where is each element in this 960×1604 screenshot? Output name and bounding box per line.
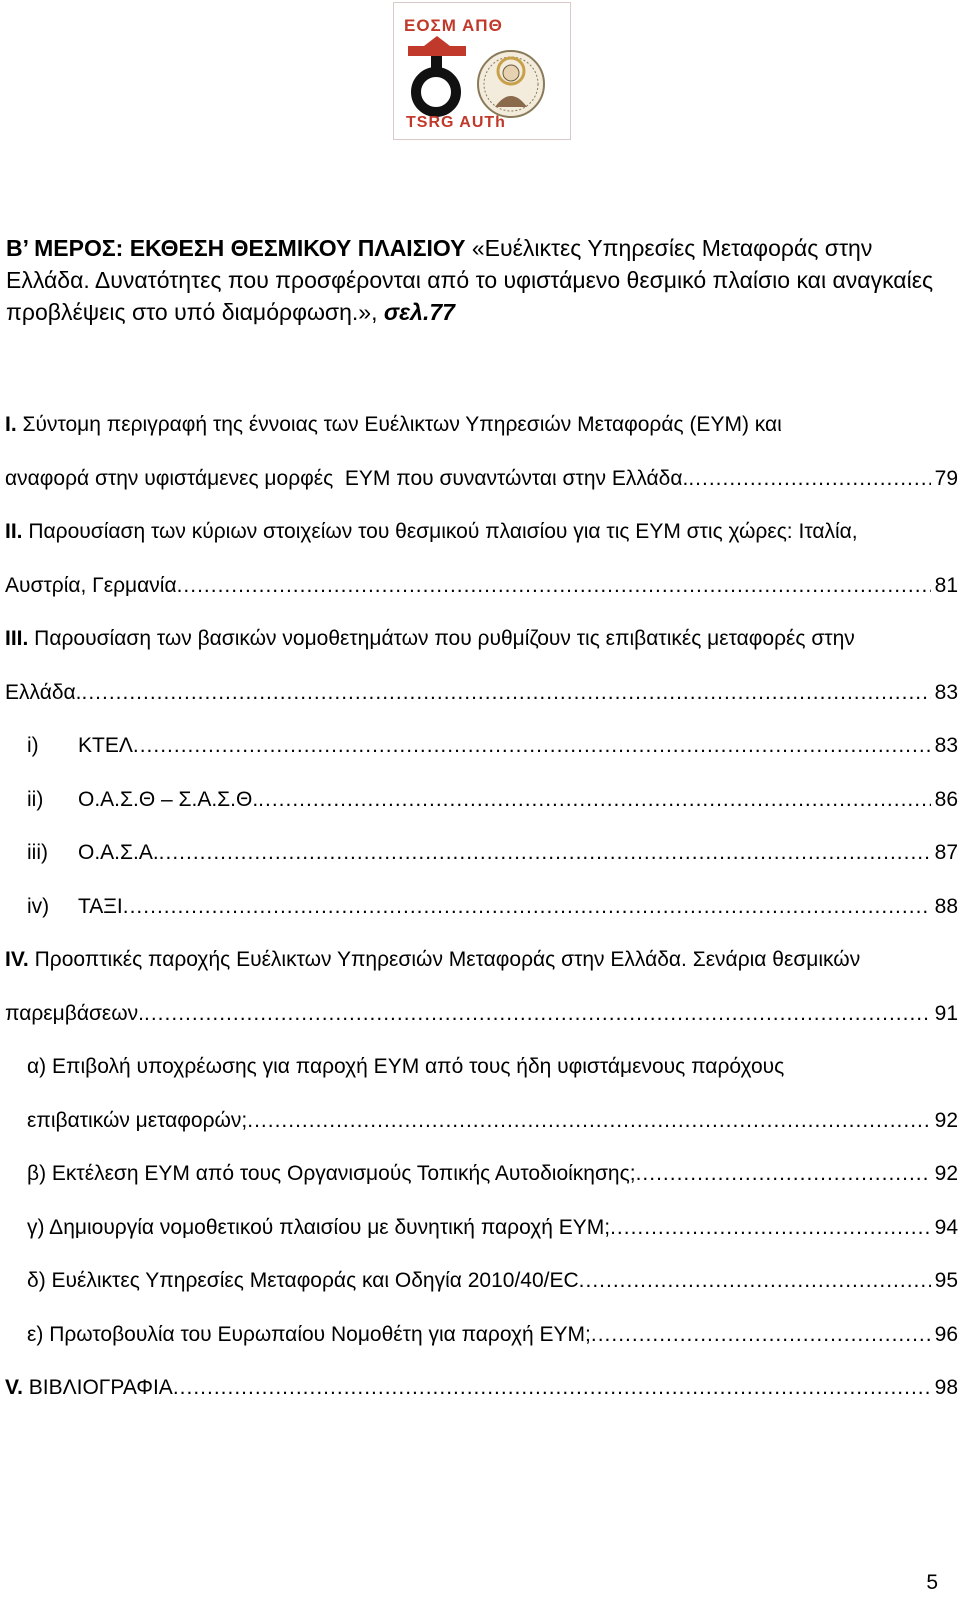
toc-entry-4-line2[interactable]: [5, 987, 958, 1041]
dot-leader: [591, 1308, 931, 1362]
dot-leader: [159, 826, 931, 880]
document-heading: [6, 232, 956, 328]
toc-entry-1-line1: [5, 398, 958, 452]
toc-entry-text: Παρουσίαση των κύριων στοιχείων του θεσμικού πλαισίου για τις ΕΥΜ στις χώρες: Ιταλία,: [22, 520, 858, 543]
toc-entry-2-line1: [5, 505, 958, 559]
toc-subentry-b[interactable]: [5, 1147, 958, 1201]
table-of-contents: [5, 398, 958, 1415]
toc-entry-text: β) Εκτέλεση ΕΥΜ από τους Οργανισμούς Τοπικής Αυτοδιοίκησης;: [27, 1162, 636, 1185]
toc-entry-text: επιβατικών μεταφορών;: [27, 1108, 248, 1132]
logo-graphic: [394, 3, 570, 139]
toc-page-number: 94: [934, 1215, 958, 1239]
toc-subentry-taxi[interactable]: [5, 880, 958, 934]
toc-page-number: 95: [934, 1269, 958, 1292]
toc-page-number: 88: [934, 894, 958, 918]
toc-entry-text: δ) Ευέλικτες Υπηρεσίες Μεταφοράς και Οδηγία 2010/40/ΕC: [27, 1269, 579, 1292]
toc-subentry-d[interactable]: [5, 1254, 958, 1308]
toc-entry-number: II.: [5, 520, 23, 543]
dot-leader: [144, 987, 931, 1041]
toc-page-number: 79: [934, 466, 958, 490]
dot-leader: [177, 559, 931, 613]
toc-subentry-number: i): [27, 734, 39, 757]
toc-subentry-ktel[interactable]: [5, 719, 958, 773]
toc-subentry-c[interactable]: [5, 1201, 958, 1255]
toc-entry-5[interactable]: [5, 1361, 958, 1415]
toc-entry-number: III.: [5, 627, 29, 650]
toc-page-number: 86: [934, 787, 958, 811]
toc-page-number: 81: [934, 573, 958, 597]
toc-entry-text: παρεμβάσεων.: [5, 1001, 145, 1025]
toc-page-number: 96: [934, 1322, 958, 1346]
toc-page-number: 83: [934, 734, 958, 757]
logo-top-text: ΕΟΣΜ ΑΠΘ: [404, 16, 503, 35]
toc-entry-3-line2[interactable]: [5, 666, 958, 720]
toc-entry-text: Ο.Α.Σ.Α.: [78, 841, 159, 864]
toc-entry-text: ε) Πρωτοβουλία του Ευρωπαίου Νομοθέτη για παροχή ΕΥΜ;: [27, 1322, 591, 1346]
dot-leader: [688, 452, 930, 506]
toc-page-number: 92: [934, 1162, 958, 1185]
heading-title: Β’ ΜΕΡΟΣ: ΕΚΘΕΣΗ ΘΕΣΜΙΚΟΥ ΠΛΑΙΣΙΟΥ: [6, 235, 466, 261]
dot-leader: [133, 719, 931, 773]
dot-leader: [258, 773, 930, 827]
dot-leader: [123, 880, 931, 934]
tsrg-symbol: [408, 36, 466, 112]
logo: [393, 2, 571, 140]
toc-page-number: 91: [934, 1001, 958, 1025]
toc-entry-number: IV.: [5, 948, 29, 971]
dot-leader: [247, 1094, 930, 1148]
toc-page-number: 92: [934, 1108, 958, 1132]
toc-entry-text: γ) Δημιουργία νομοθετικού πλαισίου με δυνητική παροχή ΕΥΜ;: [27, 1215, 611, 1239]
auth-seal-icon: [478, 51, 544, 117]
dot-leader: [636, 1147, 931, 1201]
dot-leader: [82, 666, 931, 720]
toc-entry-text: ΒΙΒΛΙΟΓΡΑΦΙΑ: [22, 1376, 173, 1399]
toc-entry-text: ΤΑΞΙ: [78, 894, 123, 918]
toc-entry-text: Παρουσίαση των βασικών νομοθετημάτων που ρυθμίζουν τις επιβατικές μεταφορές στην: [28, 627, 855, 650]
toc-entry-text: α) Επιβολή υποχρέωσης για παροχή ΕΥΜ από τους ήδη υφιστάμενους παρόχους: [27, 1055, 785, 1078]
toc-entry-number: I.: [5, 413, 17, 436]
dot-leader: [173, 1361, 931, 1415]
toc-page-number: 83: [934, 680, 958, 704]
toc-entry-text: αναφορά στην υφιστάμενες μορφές ΕΥΜ που συναντώνται στην Ελλάδα.: [5, 466, 689, 490]
toc-subentry-number: ii): [27, 787, 44, 811]
toc-entry-text: Ελλάδα.: [5, 680, 82, 704]
toc-entry-4-line1: [5, 933, 958, 987]
toc-entry-2-line2[interactable]: [5, 559, 958, 613]
toc-entry-text: ΚΤΕΛ: [78, 734, 133, 757]
toc-entry-text: Προοπτικές παροχής Ευέλικτων Υπηρεσιών Μεταφοράς στην Ελλάδα. Σενάρια θεσμικών: [28, 948, 861, 971]
toc-entry-text: Σύντομη περιγραφή της έννοιας των Ευέλικτων Υπηρεσιών Μεταφοράς (ΕΥΜ) και: [16, 413, 782, 436]
toc-subentry-a-line1: [5, 1040, 958, 1094]
toc-subentry-number: iii): [27, 841, 48, 864]
dot-leader: [579, 1254, 931, 1308]
toc-subentry-a-line2[interactable]: [5, 1094, 958, 1148]
toc-entry-number: V.: [5, 1376, 23, 1399]
heading-page-ref: σελ.77: [383, 299, 455, 325]
toc-subentry-number: iv): [27, 894, 50, 918]
page-number: 5: [926, 1571, 938, 1594]
toc-page-number: 87: [934, 841, 958, 864]
toc-entry-text: Ο.Α.Σ.Θ – Σ.Α.Σ.Θ.: [78, 787, 259, 811]
toc-entry-text: Αυστρία, Γερμανία: [5, 573, 177, 597]
toc-entry-3-line1: [5, 612, 958, 666]
toc-subentry-oasa[interactable]: [5, 826, 958, 880]
toc-page-number: 98: [934, 1376, 958, 1399]
toc-subentry-e[interactable]: [5, 1308, 958, 1362]
toc-entry-1-line2[interactable]: [5, 452, 958, 506]
toc-subentry-oasth[interactable]: [5, 773, 958, 827]
dot-leader: [610, 1201, 931, 1255]
logo-bottom-text: TSRG AUTh: [406, 114, 506, 131]
heading-text: «Ευέλικτες Υπηρεσίες Μεταφοράς στην Ελλάδα. Δυνατότητες που προσφέρονται από το υφιστάμενο θεσμικό πλαίσιο και αναγκαίες προβλέψεις στο υπό διαμόρφωση.»,: [6, 235, 934, 325]
